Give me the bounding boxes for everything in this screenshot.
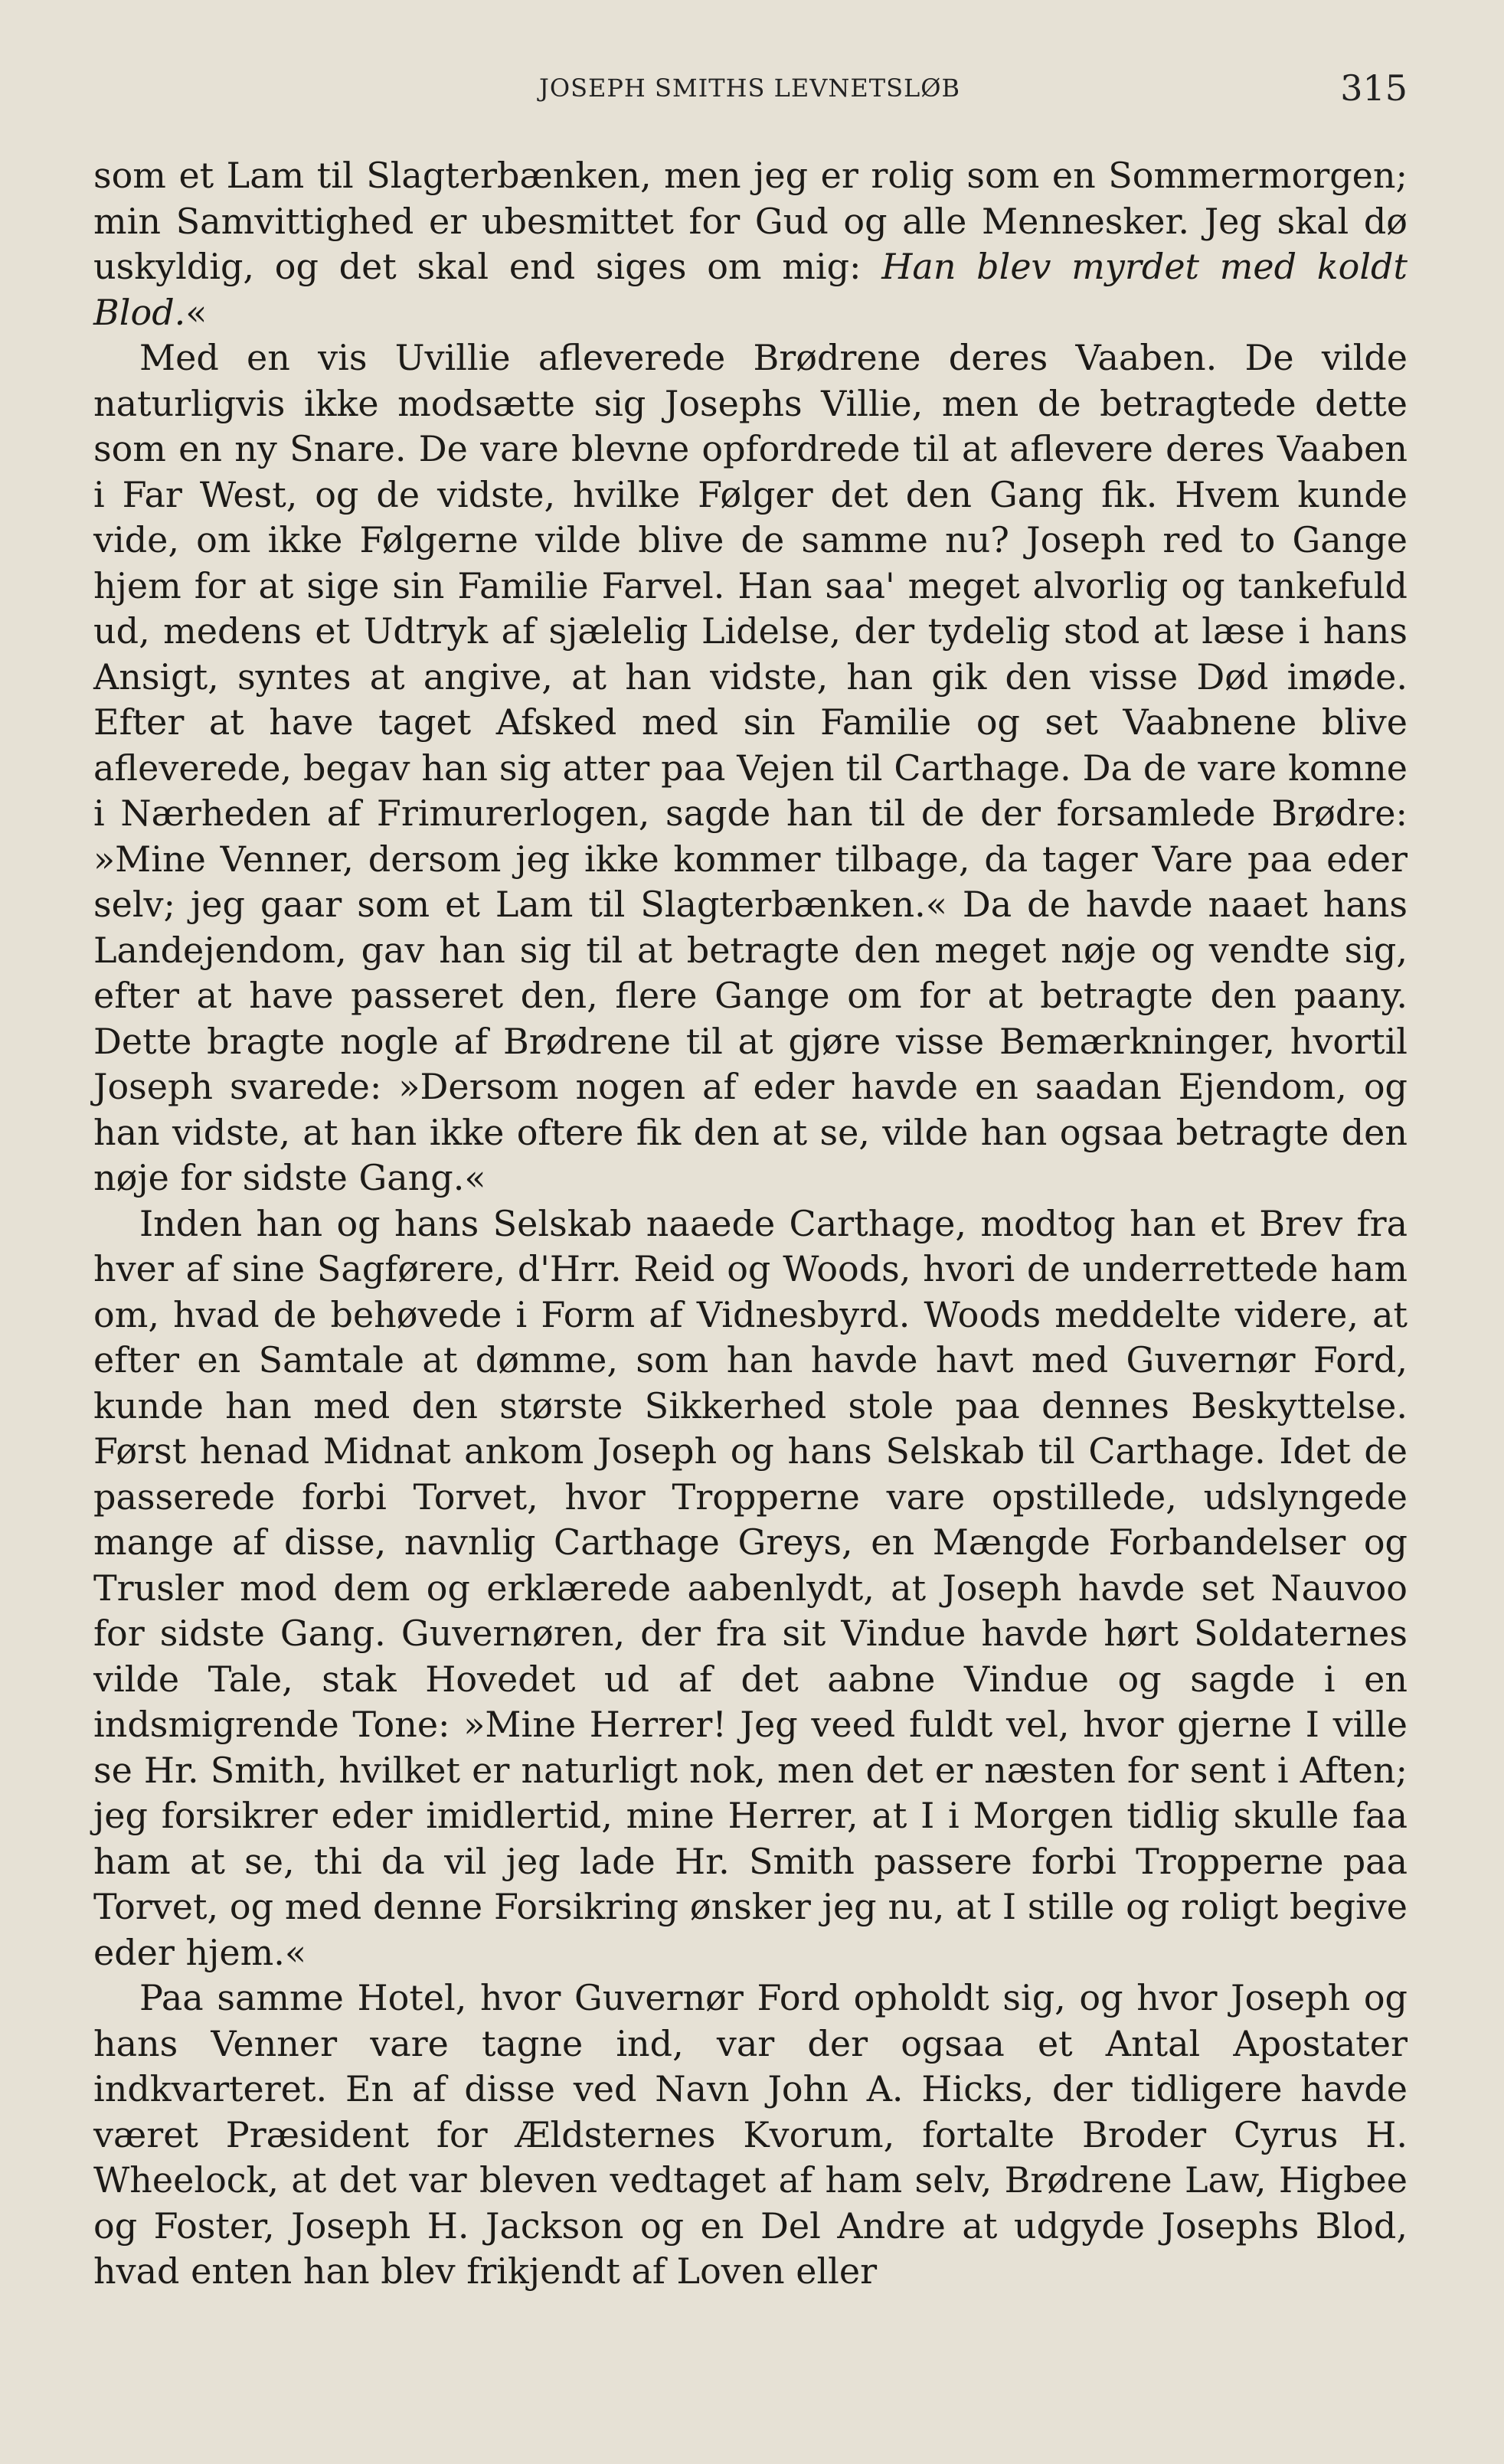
body-text (93, 153, 1408, 2295)
paragraph-1-italic-quote: Han blev myrdet med koldt Blod. (93, 246, 1408, 333)
paragraph-4: Paa samme Hotel, hvor Guvernør Ford opholdt sig, og hvor Joseph og hans Venner vare tagne ind, var der ogsaa et Antal Apostater indkvarteret. En af disse ved Navn John A. Hicks, der tidligere havde været Præsident for Ældsternes Kvorum, fortalte Broder Cyrus H. Wheelock, at det var bleven vedtaget af ham selv, Brødrene Law, Higbee og Foster, Joseph H. Jackson og en Del Andre at udgyde Josephs Blod, hvad enten han blev frikjendt af Loven eller (93, 1977, 1408, 2292)
running-title: JOSEPH SMITHS LEVNETSLØB (539, 74, 960, 103)
paragraph-3: Inden han og hans Selskab naaede Carthage, modtog han et Brev fra hver af sine Sagførere, d'Hrr. Reid og Woods, hvori de underrettede ham om, hvad de behøvede i Form af Vidnesbyrd. Woods meddelte videre, at efter en Samtale at dømme, som han havde havt med Guvernør Ford, kunde han med den største Sikkerhed stole paa dennes Beskyttelse. Først henad Midnat ankom Joseph og hans Selskab til Carthage. Idet de passerede forbi Torvet, hvor Tropperne vare opstillede, udslyngede mange af disse, navnlig Carthage Greys, en Mængde Forbandelser og Trusler mod dem og erklærede aabenlydt, at Joseph havde set Nauvoo for sidste Gang. Guvernøren, der fra sit Vindue havde hørt Soldaternes vilde Tale, stak Hovedet ud af det aabne Vindue og sagde i en indsmigrende Tone: »Mine Herrer! Jeg veed fuldt vel, hvor gjerne I ville se Hr. Smith, hvilket er naturligt nok, men det er næsten for sent i Aften; jeg forsikrer eder imidlertid, mine Herrer, at I i Morgen tidlig skulle faa ham at se, thi da vil jeg lade Hr. Smith passere forbi Tropperne paa Torvet, og med denne Forsikring ønsker jeg nu, at I stille og roligt begive eder hjem.« (93, 1202, 1408, 1973)
paragraph-1 (93, 153, 1408, 335)
paragraph-1-closing-quote: « (185, 291, 208, 333)
page-header (92, 67, 1408, 107)
paragraph-2: Med en vis Uvillie afleverede Brødrene deres Vaaben. De vilde naturligvis ikke modsætte sig Josephs Villie, men de betragtede dette som en ny Snare. De vare blevne opfordrede til at aflevere deres Vaaben i Far West, og de vidste, hvilke Følger det den Gang fik. Hvem kunde vide, om ikke Følgerne vilde blive de samme nu? Joseph red to Gange hjem for at sige sin Familie Farvel. Han saa' meget alvorlig og tankefuld ud, medens et Udtryk af sjælelig Lidelse, der tydelig stod at læse i hans Ansigt, syntes at angive, at han vidste, han gik den visse Død imøde. Efter at have taget Afsked med sin Familie og set Vaabnene blive afleverede, begav han sig atter paa Vejen til Carthage. Da de vare komne i Nærheden af Frimurerlogen, sagde han til de der forsamlede Brødre: »Mine Venner, dersom jeg ikke kommer tilbage, da tager Vare paa eder selv; jeg gaar som et Lam til Slagterbænken.« Da de havde naaet hans Landejendom, gav han sig til at betragte den meget nøje og vendte sig, efter at have passeret den, flere Gange om for at betragte den paany. Dette bragte nogle af Brødrene til at gjøre visse Bemærkninger, hvortil Joseph svarede: »Dersom nogen af eder havde en saadan Ejendom, og han vidste, at han ikke oftere fik den at se, vilde han ogsaa betragte den nøje for sidste Gang.« (93, 337, 1408, 1198)
paragraph-1-text: som et Lam til Slagterbænken, men jeg er rolig som en Sommermorgen; min Samvittighed er ubesmittet for Gud og alle Mennesker. Jeg skal dø uskyldig, og det skal end siges om mig: (93, 155, 1408, 287)
page-number: 315 (1340, 67, 1408, 109)
